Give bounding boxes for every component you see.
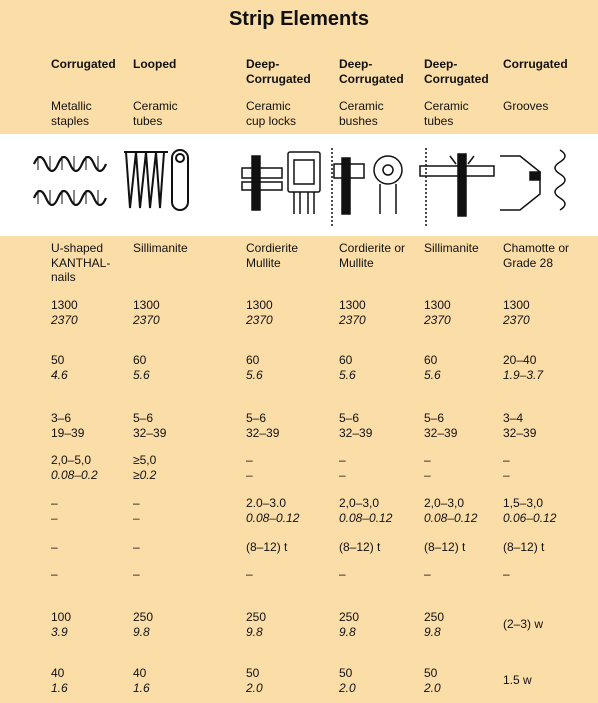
range-cell-3: 5–6 32–39 (246, 411, 280, 440)
thickness-a-cell-5: – – (424, 453, 431, 482)
col-support-6: Grooves (503, 99, 549, 113)
col-type-1: Corrugated (51, 57, 116, 71)
temperature-cell-3: 1300 2370 (246, 298, 273, 327)
range-cell-4: 5–6 32–39 (339, 411, 373, 440)
value-a-cell-2: 250 9.8 (133, 610, 154, 639)
col-type-4: Deep- Corrugated (339, 57, 404, 86)
thickness-a-cell-3: – – (246, 453, 253, 482)
bush-icon (330, 134, 416, 236)
temperature-cell-4: 1300 2370 (339, 298, 366, 327)
material-5: Sillimanite (424, 241, 479, 255)
col-type-6: Corrugated (503, 57, 568, 71)
thickness-b-cell-4: 2,0–3,0 0.08–0.12 (339, 496, 393, 525)
blank-cell-1: – (51, 567, 58, 581)
temperature-cell-6: 1300 2370 (503, 298, 530, 327)
thickness-a-cell-2: ≥5,0 ≥0.2 (133, 453, 157, 482)
col-type-3: Deep- Corrugated (246, 57, 311, 86)
thickness-a-cell-1: 2,0–5,0 0.08–0.2 (51, 453, 98, 482)
pitch-cell-2: – (133, 540, 140, 554)
value-a-cell-3: 250 9.8 (246, 610, 267, 639)
value-b-cell-3: 50 2.0 (246, 666, 263, 695)
thickness-b-cell-3: 2.0–3.0 0.08–0.12 (246, 496, 300, 525)
thickness-a-cell-6: – – (503, 453, 510, 482)
blank-cell-6: – (503, 567, 510, 581)
value-a-cell-6: (2–3) w (503, 617, 544, 631)
value-b-cell-1: 40 1.6 (51, 666, 68, 695)
material-6: Chamotte or Grade 28 (503, 241, 570, 270)
thickness-b-cell-5: 2,0–3,0 0.08–0.12 (424, 496, 478, 525)
corrugated-strip-staples-icon (30, 134, 110, 236)
col-support-5: Ceramic tubes (424, 99, 469, 128)
value-a-cell-5: 250 9.8 (424, 610, 445, 639)
load-cell-4: 60 5.6 (339, 353, 356, 382)
range-cell-6: 3–4 32–39 (503, 411, 537, 440)
value-a-cell-1: 100 3.9 (51, 610, 72, 639)
range-cell-2: 5–6 32–39 (133, 411, 167, 440)
material-1: U-shaped KANTHAL- nails (51, 241, 111, 284)
col-type-5: Deep- Corrugated (424, 57, 489, 86)
value-b-cell-4: 50 2.0 (339, 666, 356, 695)
col-support-3: Ceramic cup locks (246, 99, 297, 128)
cup-lock-icon (238, 134, 330, 236)
thickness-b-cell-6: 1,5–3,0 0.06–0.12 (503, 496, 557, 525)
groove-icon (500, 134, 596, 236)
pitch-cell-5: (8–12) t (424, 540, 466, 554)
col-support-2: Ceramic tubes (133, 99, 178, 128)
material-2: Sillimanite (133, 241, 188, 255)
illustration-band (0, 134, 598, 236)
material-3: Cordierite Mullite (246, 241, 299, 270)
value-b-cell-2: 40 1.6 (133, 666, 150, 695)
range-cell-1: 3–6 19–39 (51, 411, 85, 440)
blank-cell-4: – (339, 567, 346, 581)
col-type-2: Looped (133, 57, 177, 71)
pitch-cell-3: (8–12) t (246, 540, 288, 554)
ceramic-tube-icon (416, 134, 496, 236)
thickness-b-cell-2: – – (133, 496, 140, 525)
load-cell-1: 50 4.6 (51, 353, 68, 382)
thickness-a-cell-4: – – (339, 453, 346, 482)
load-cell-5: 60 5.6 (424, 353, 441, 382)
blank-cell-2: – (133, 567, 140, 581)
thickness-b-cell-1: – – (51, 496, 58, 525)
looped-strip-tube-icon (120, 134, 200, 236)
load-cell-6: 20–40 1.9–3.7 (503, 353, 544, 382)
col-support-1: Metallic staples (51, 99, 92, 128)
value-b-cell-6: 1.5 w (503, 673, 532, 687)
blank-cell-5: – (424, 567, 431, 581)
pitch-cell-1: – (51, 540, 58, 554)
pitch-cell-6: (8–12) t (503, 540, 545, 554)
value-b-cell-5: 50 2.0 (424, 666, 441, 695)
col-support-4: Ceramic bushes (339, 99, 384, 128)
material-4: Cordierite or Mullite (339, 241, 406, 270)
load-cell-3: 60 5.6 (246, 353, 263, 382)
pitch-cell-4: (8–12) t (339, 540, 381, 554)
temperature-cell-1: 1300 2370 (51, 298, 78, 327)
load-cell-2: 60 5.6 (133, 353, 150, 382)
temperature-cell-5: 1300 2370 (424, 298, 451, 327)
blank-cell-3: – (246, 567, 253, 581)
temperature-cell-2: 1300 2370 (133, 298, 160, 327)
range-cell-5: 5–6 32–39 (424, 411, 458, 440)
value-a-cell-4: 250 9.8 (339, 610, 360, 639)
page-title: Strip Elements (228, 8, 370, 30)
